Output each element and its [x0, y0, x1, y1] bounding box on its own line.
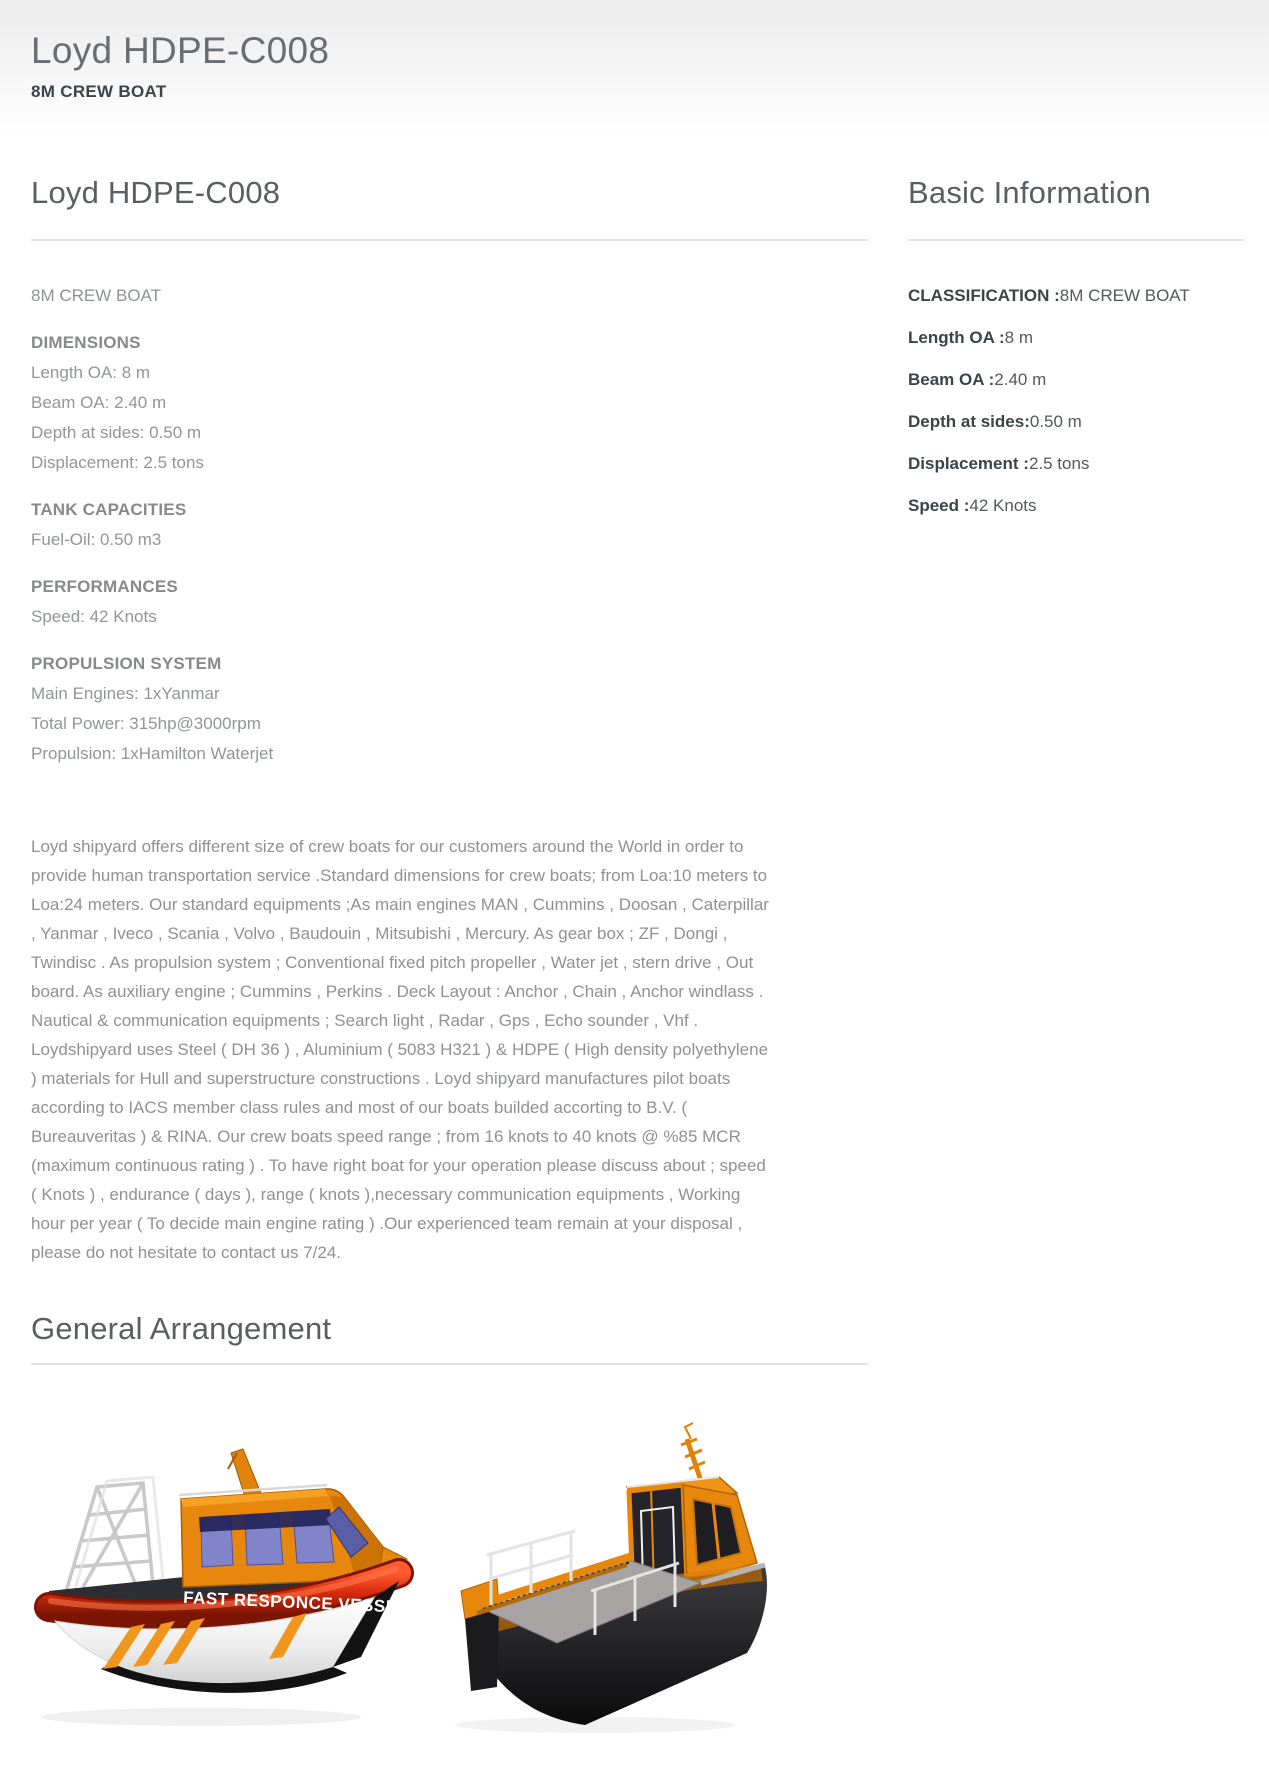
spec-group-title: DIMENSIONS [31, 333, 141, 353]
divider [31, 239, 868, 241]
spec-group-propulsion-system [31, 649, 868, 769]
boat-image-crew-boat-stern-view [435, 1395, 779, 1741]
general-arrangement-heading: General Arrangement [31, 1311, 332, 1347]
boat-shadow [41, 1708, 361, 1726]
info-label: Beam OA : [908, 370, 995, 390]
spec-group-dimensions [31, 328, 868, 478]
stern-railing-far [75, 1477, 163, 1589]
info-label: CLASSIFICATION : [908, 286, 1060, 306]
spec-group-title: PROPULSION SYSTEM [31, 654, 222, 674]
spec-line: Fuel-Oil: 0.50 m3 [31, 530, 162, 550]
basic-information-heading: Basic Information [908, 175, 1151, 210]
basic-information-panel [908, 131, 1244, 1741]
spec-line: Main Engines: 1xYanmar [31, 684, 220, 704]
product-section [31, 131, 868, 1741]
divider [908, 239, 1244, 241]
spec-group-title: PERFORMANCES [31, 577, 178, 597]
info-row-speed [908, 485, 1244, 527]
basic-information-rows [908, 275, 1244, 527]
product-description: Loyd shipyard offers different size of crew boats for our customers around the World in order to provide human transportation service .Standard dimensions for crew boats; from Loa:10 meters to Loa:24 meters. Our standard equipments ;As main engines MAN , Cummins , Doosan , Caterpillar , Yanmar , Iveco , Scania , Volvo , Baudouin , Mitsubishi , Mercury. As gear box ; ZF , Dongi , Twindisc . As propulsion system ; Conventional fixed pitch propeller , Water jet , stern drive , Out board. As auxiliary engine ; Cummins , Perkins . Deck Layout : Anchor , Chain , Anchor windlass . Nautical & communication equipments ; Search light , Radar , Gps , Echo sounder , Vhf . Loydshipyard uses Steel ( DH 36 ) , Aluminium ( 5083 H321 ) & HDPE ( High density polyethylene ) materials for Hull and superstructure constructions . Loyd shipyard manufactures pilot boats according to IACS member class rules and most of our boats builded accorting to B.V. ( Bureauveritas ) & RINA. Our crew boats speed range ; from 16 knots to 40 knots @ %85 MCR (maximum continuous rating ) . To have right boat for your operation please discuss about ; speed ( Knots ) , endurance ( days ), range ( knots ),necessary communication equipments , Working hour per year ( To decide main engine rating ) .Our experienced team remain at your disposal , please do not hesitate to contact us 7/24. [31, 837, 769, 1263]
page-title: Loyd HDPE-C008 [31, 30, 330, 71]
info-label: Displacement : [908, 454, 1029, 474]
info-row-classification [908, 275, 1244, 317]
info-value: 2.5 tons [1028, 454, 1090, 474]
info-value: 0.50 m [1029, 412, 1082, 432]
info-row-depth-at-sides [908, 401, 1244, 443]
page-subtitle: 8M CREW BOAT [31, 82, 167, 101]
stern-transom [461, 1579, 499, 1691]
divider [31, 1363, 868, 1365]
spec-line: Total Power: 315hp@3000rpm [31, 714, 261, 734]
info-label: Length OA : [908, 328, 1005, 348]
info-row-length-oa [908, 317, 1244, 359]
spec-group-tank-capacities [31, 495, 868, 555]
info-value: 42 Knots [969, 496, 1037, 516]
product-classification: 8M CREW BOAT [31, 286, 162, 306]
spec-line: Depth at sides: 0.50 m [31, 423, 202, 443]
spec-line: Propulsion: 1xHamilton Waterjet [31, 744, 274, 764]
spec-line: Length OA: 8 m [31, 363, 151, 383]
mast [681, 1423, 705, 1481]
spec-line: Beam OA: 2.40 m [31, 393, 167, 413]
page-header [0, 0, 1269, 131]
boat-hull-label: FAST RESPONCE VESSEL [182, 1588, 409, 1618]
spec-line: Displacement: 2.5 tons [31, 453, 204, 473]
spec-group-title: TANK CAPACITIES [31, 500, 187, 520]
boat-image-fast-response-vessel [31, 1395, 417, 1741]
info-value: 8 m [1004, 328, 1033, 348]
spec-line: Speed: 42 Knots [31, 607, 157, 627]
info-row-beam-oa [908, 359, 1244, 401]
info-row-displacement [908, 443, 1244, 485]
info-label: Speed : [908, 496, 970, 516]
product-heading: Loyd HDPE-C008 [31, 175, 281, 210]
info-label: Depth at sides: [908, 412, 1030, 432]
general-arrangement-figure [31, 1395, 868, 1741]
info-value: 8M CREW BOAT [1059, 286, 1190, 306]
info-value: 2.40 m [994, 370, 1047, 390]
main-content [0, 131, 1269, 1741]
spec-group-performances [31, 572, 868, 632]
